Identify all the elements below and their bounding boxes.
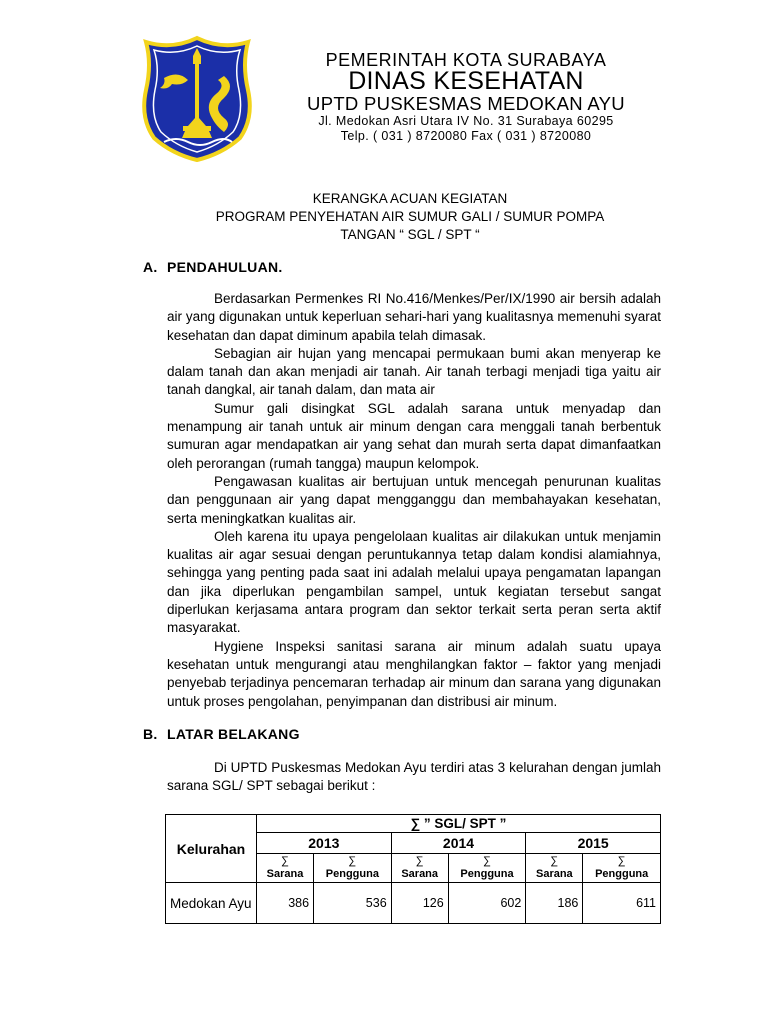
header-year: 2015 [526,833,661,854]
header-pengguna [314,854,392,883]
cell-kelurahan: Medokan Ayu [166,883,257,924]
header-sarana [526,854,583,883]
section-b-title: LATAR BELAKANG [167,726,300,742]
header-pengguna [583,854,661,883]
sigma-symbol: ∑ [348,855,357,867]
letterhead-department: DINAS KESEHATAN [348,67,584,95]
section-b-body [167,759,661,796]
sgl-spt-table [165,814,661,924]
sigma-symbol: ∑ [415,855,424,867]
paragraph: Berdasarkan Permenkes RI No.416/Menkes/Per/IX/1990 air bersih adalah air yang digunakan untuk keperluan sehari-hari yang kualitasnya memenuhi syarat kesehatan dan dapat diminum apabila telah dimasak. [167,291,661,343]
letterhead-address: Jl. Medokan Asri Utara IV No. 31 Surabaya 60295 [318,114,614,128]
header-sarana-label: Sarana [401,868,439,880]
header-pengguna-label: Pengguna [595,868,649,880]
city-emblem-logo [138,34,256,164]
section-a-body [167,290,661,711]
sigma-symbol: ∑ [617,855,626,867]
paragraph: Oleh karena itu upaya pengelolaan kualitas air dilakukan untuk menjamin kualitas air agar sesuai dengan peruntukannya tetap dalam kondisi alamiahnya, sehingga yang penting pada saat ini adalah melalui upaya pengamatan lapangan dan jika diperlukan pengambilan sampel, untuk kegiatan tersebut sangat diperlukan kerjasama antara program dan sektor terkait serta peran serta aktif masyarakat. [167,528,661,636]
cell-value: 611 [583,883,661,924]
sigma-symbol: ∑ [281,855,289,867]
header-pengguna-label: Pengguna [325,868,379,880]
sigma-symbol: ∑ [550,855,559,867]
cell-value: 602 [448,883,526,924]
paragraph: Di UPTD Puskesmas Medokan Ayu terdiri atas 3 kelurahan dengan jumlah sarana SGL/ SPT sebagai berikut : [167,760,661,794]
header-kelurahan: Kelurahan [166,815,257,883]
header-pengguna-label: Pengguna [460,868,514,880]
cell-value: 386 [257,883,314,924]
header-sgl-spt-sum: ∑ ” SGL/ SPT ” [257,815,661,833]
document-title-line-3: TANGAN “ SGL / SPT “ [340,227,480,242]
section-a-number: A. [143,259,158,275]
cell-value: 536 [314,883,392,924]
letterhead-unit: UPTD PUSKESMAS MEDOKAN AYU [307,93,625,114]
header-sarana [391,854,448,883]
paragraph: Pengawasan kualitas air bertujuan untuk mencegah penurunan kualitas dan penggunaan air yang dapat mengganggu dan membahayakan kesehatan, serta meningkatkan kualitas air. [167,473,661,526]
cell-value: 126 [391,883,448,924]
sigma-symbol: ∑ [483,855,491,867]
document-title-line-2: PROGRAM PENYEHATAN AIR SUMUR GALI / SUMUR POMPA [215,209,605,224]
header-pengguna [448,854,526,883]
header-year: 2013 [257,833,392,854]
paragraph: Hygiene Inspeksi sanitasi sarana air minum adalah suatu upaya kesehatan untuk mengurangi atau menghilangkan faktor – faktor yang menjadi penyebab terjadinya pencemaran terhadap air minum dan sarana yang digunakan untuk proses pengolahan, penyimpanan dan distribusi air minum. [167,638,661,709]
letterhead-phone: Telp. ( 031 ) 8720080 Fax ( 031 ) 8720080 [340,129,592,143]
header-sarana-label: Sarana [266,868,304,880]
section-a-heading [143,259,283,275]
header-sarana-label: Sarana [535,868,573,880]
section-b-heading [143,726,300,742]
cell-value: 186 [526,883,583,924]
paragraph: Sumur gali disingkat SGL adalah sarana untuk menyadap dan menampung air tanah untuk air minum dengan cara menggali tanah berbentuk sumuran agar mendapatkan air yang sehat dan murah serta dapat dimanfaatkan oleh perorangan (rumah tangga) maupun kelompok. [167,400,661,471]
section-b-number: B. [143,726,158,742]
table-row [166,883,661,924]
document-title-line-1: KERANGKA ACUAN KEGIATAN [312,191,508,206]
header-year: 2014 [391,833,526,854]
letterhead-government: PEMERINTAH KOTA SURABAYA [325,50,607,70]
section-a-title: PENDAHULUAN. [167,259,283,275]
paragraph: Sebagian air hujan yang mencapai permukaan bumi akan menyerap ke dalam tanah dan akan menjadi air tanah. Air tanah terbagi menjadi tiga yaitu air tanah dangkal, air tanah dalam, dan mata air [167,345,661,398]
header-sarana [257,854,314,883]
